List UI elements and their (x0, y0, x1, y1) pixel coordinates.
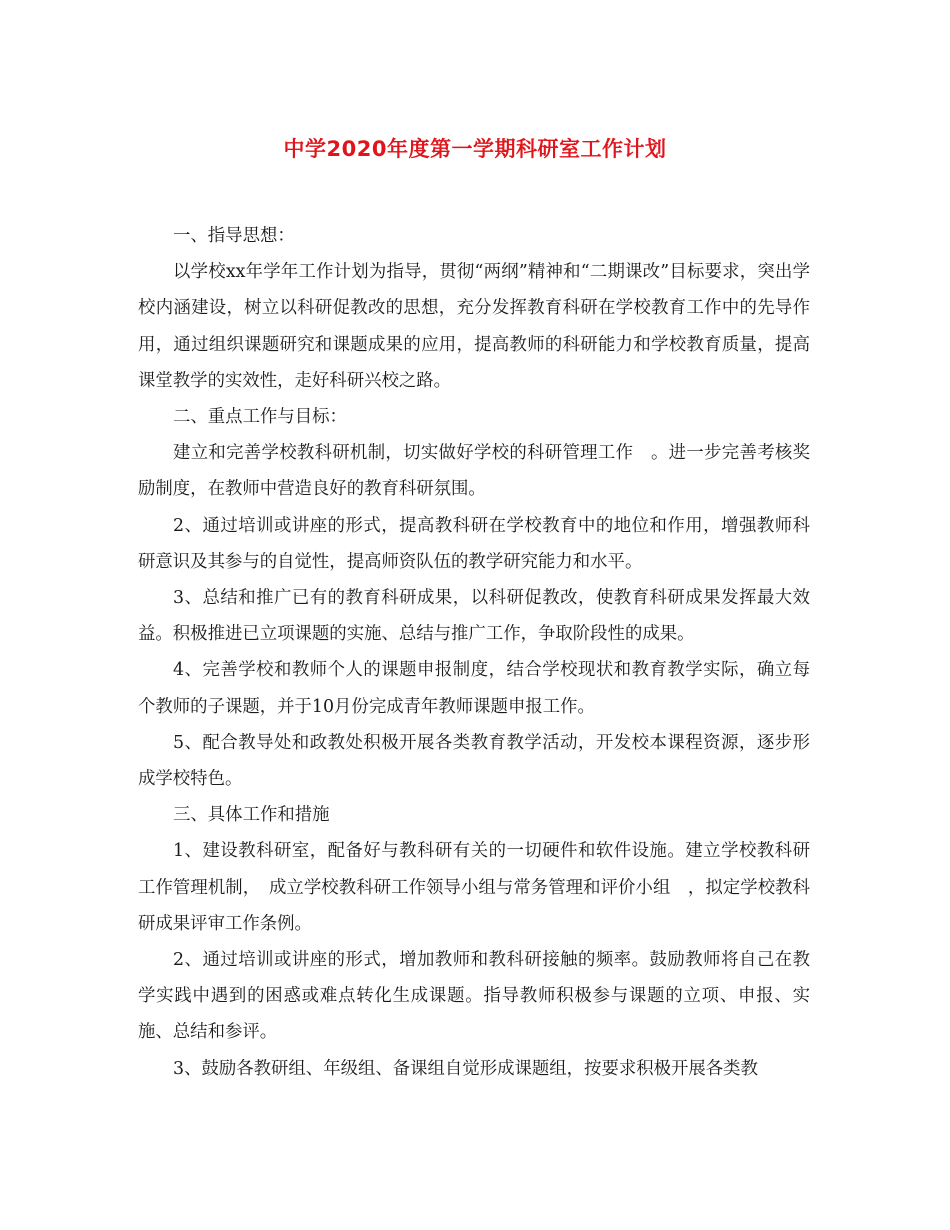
paragraph: 建立和完善学校教科研机制，切实做好学校的科研管理工作 。进一步完善考核奖励制度，在教师中营造良好的教育科研氛围。 (138, 443, 810, 500)
section-heading-guiding-ideology: 一、指导思想： (173, 226, 295, 246)
paragraph: 5、配合教导处和政教处积极开展各类教育教学活动，开发校本课程资源，逐步形成学校特色。 (138, 732, 810, 790)
paragraph: 4、完善学校和教师个人的课题申报制度，结合学校现状和教育教学实际，确立每个教师的子课题，并于10月份完成青年教师课题申报工作。 (138, 660, 810, 717)
document-body (138, 218, 810, 1087)
paragraph: 3、鼓励各教研组、年级组、备课组自觉形成课题组，按要求积极开展各类教 (173, 1058, 758, 1079)
section-heading-specific-measures: 三、具体工作和措施 (173, 805, 330, 826)
paragraph: 以学校xx年学年工作计划为指导，贯彻“两纲”精神和“二期课改”目标要求，突出学校内涵建设，树立以科研促教改的思想，充分发挥教育科研在学校教育工作中的先导作用，通过组织课题研究和课题成果的应用，提高教师的科研能力和学校教育质量，提高课堂教学的实效性，走好科研兴校之路。 (138, 262, 810, 391)
document-title: 中学2020年度第一学期科研室工作计划 (283, 137, 667, 161)
paragraph: 2、通过培训或讲座的形式，提高教科研在学校教育中的地位和作用，增强教师科研意识及其参与的自觉性，提高师资队伍的教学研究能力和水平。 (138, 515, 810, 572)
paragraph: 3、总结和推广已有的教育科研成果，以科研促教改，使教育科研成果发挥最大效益。积极推进已立项课题的实施、总结与推广工作，争取阶段性的成果。 (138, 588, 810, 645)
paragraph: 1、建设教科研室，配备好与教科研有关的一切硬件和软件设施。建立学校教科研工作管理机制， 成立学校教科研工作领导小组与常务管理和评价小组 ，拟定学校教科研成果评审工作条例。 (138, 841, 810, 934)
paragraph: 2、通过培训或讲座的形式，增加教师和教科研接触的频率。鼓励教师将自己在教学实践中遇到的困惑或难点转化生成课题。指导教师积极参与课题的立项、申报、实施、总结和参评。 (138, 950, 810, 1043)
section-heading-key-goals: 二、重点工作与目标： (173, 407, 347, 428)
